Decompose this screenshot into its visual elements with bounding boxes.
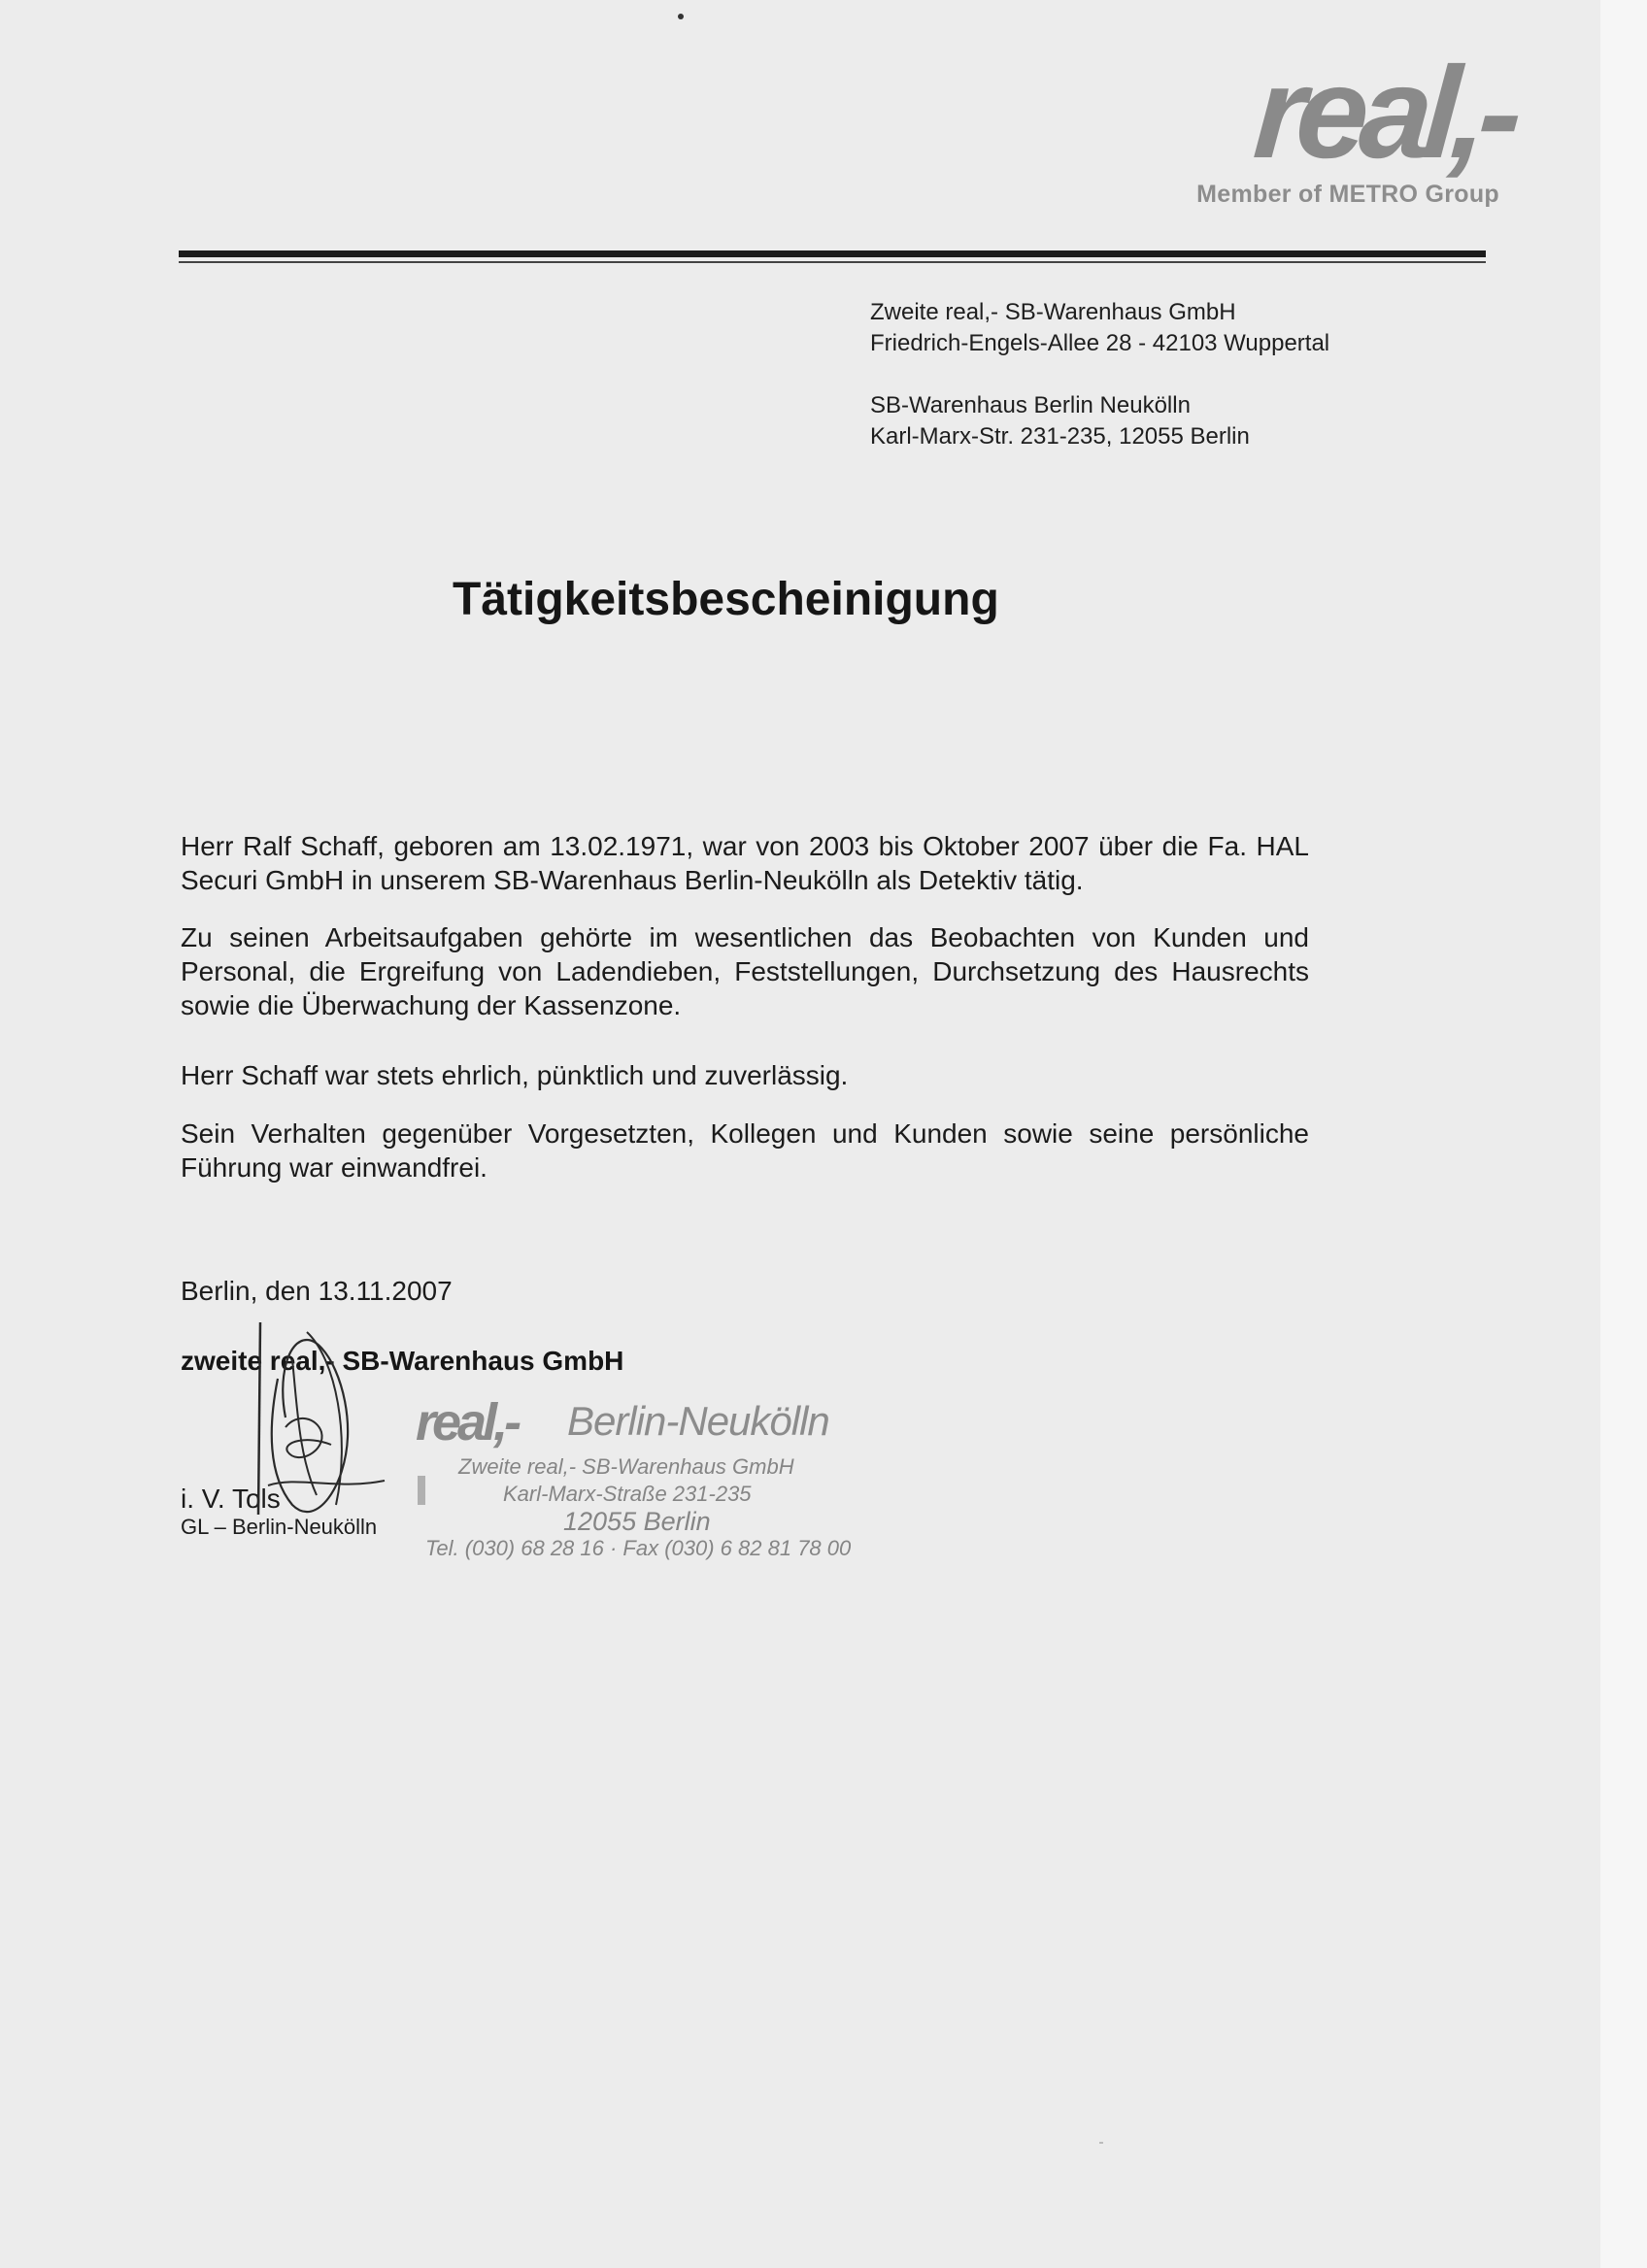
signer-name: i. V. Tols xyxy=(181,1484,281,1514)
stamp-street: Karl-Marx-Straße 231-235 xyxy=(503,1482,752,1506)
sender-branch-address: Karl-Marx-Str. 231-235, 12055 Berlin xyxy=(870,423,1250,450)
scan-edge xyxy=(1600,0,1647,2268)
stamp-company: Zweite real,- SB-Warenhaus GmbH xyxy=(458,1454,794,1479)
paragraph-conduct: Sein Verhalten gegenüber Vorgesetzten, Kollegen und Kunden sowie seine persönliche Führung war einwandfrei. xyxy=(181,1118,1309,1183)
header-rule-thin xyxy=(179,261,1486,263)
company-stamp xyxy=(416,1388,872,1563)
stamp-smudge xyxy=(418,1476,425,1505)
place-date: Berlin, den 13.11.2007 xyxy=(181,1276,453,1306)
sender-company: Zweite real,- SB-Warenhaus GmbH xyxy=(870,299,1236,325)
closing-company: zweite real,- SB-Warenhaus GmbH xyxy=(181,1346,624,1376)
document-title: Tätigkeitsbescheinigung xyxy=(453,574,999,625)
stamp-logo: real,- xyxy=(416,1393,519,1451)
real-logo xyxy=(1163,41,1519,208)
stamp-branch: Berlin-Neukölln xyxy=(567,1398,829,1444)
stamp-phone: Tel. (030) 68 28 16 · Fax (030) 6 82 81 78 00 xyxy=(425,1536,852,1560)
paragraph-employment: Herr Ralf Schaff, geboren am 13.02.1971, war von 2003 bis Oktober 2007 über die Fa. HAL Securi GmbH in unserem SB-Warenhaus Berlin-Neukölln als Detektiv tätig. xyxy=(181,831,1309,895)
sender-branch-block xyxy=(870,390,1250,452)
scan-mark xyxy=(1099,2142,1103,2144)
signer-role: GL – Berlin-Neukölln xyxy=(181,1515,378,1539)
paragraph-character: Herr Schaff war stets ehrlich, pünktlich und zuverlässig. xyxy=(181,1060,849,1090)
stamp-city: 12055 Berlin xyxy=(563,1507,711,1536)
paragraph-duties: Zu seinen Arbeitsaufgaben gehörte im wesentlichen das Beobachten von Kunden und Personal, die Ergreifung von Ladendieben, Feststellungen, Durchsetzung des Hausrechts sowie die Überwachung der Kassenzone. xyxy=(181,922,1309,1020)
logo-wordmark: real,- xyxy=(1249,41,1519,185)
sender-company-address: Friedrich-Engels-Allee 28 - 42103 Wuppertal xyxy=(870,330,1330,356)
scan-speck xyxy=(678,14,684,19)
sender-company-block xyxy=(870,297,1329,359)
handwritten-signature xyxy=(239,1320,404,1524)
logo-tagline: Member of METRO Group xyxy=(1196,181,1499,208)
sender-branch: SB-Warenhaus Berlin Neukölln xyxy=(870,392,1191,418)
header-rule xyxy=(179,250,1486,257)
